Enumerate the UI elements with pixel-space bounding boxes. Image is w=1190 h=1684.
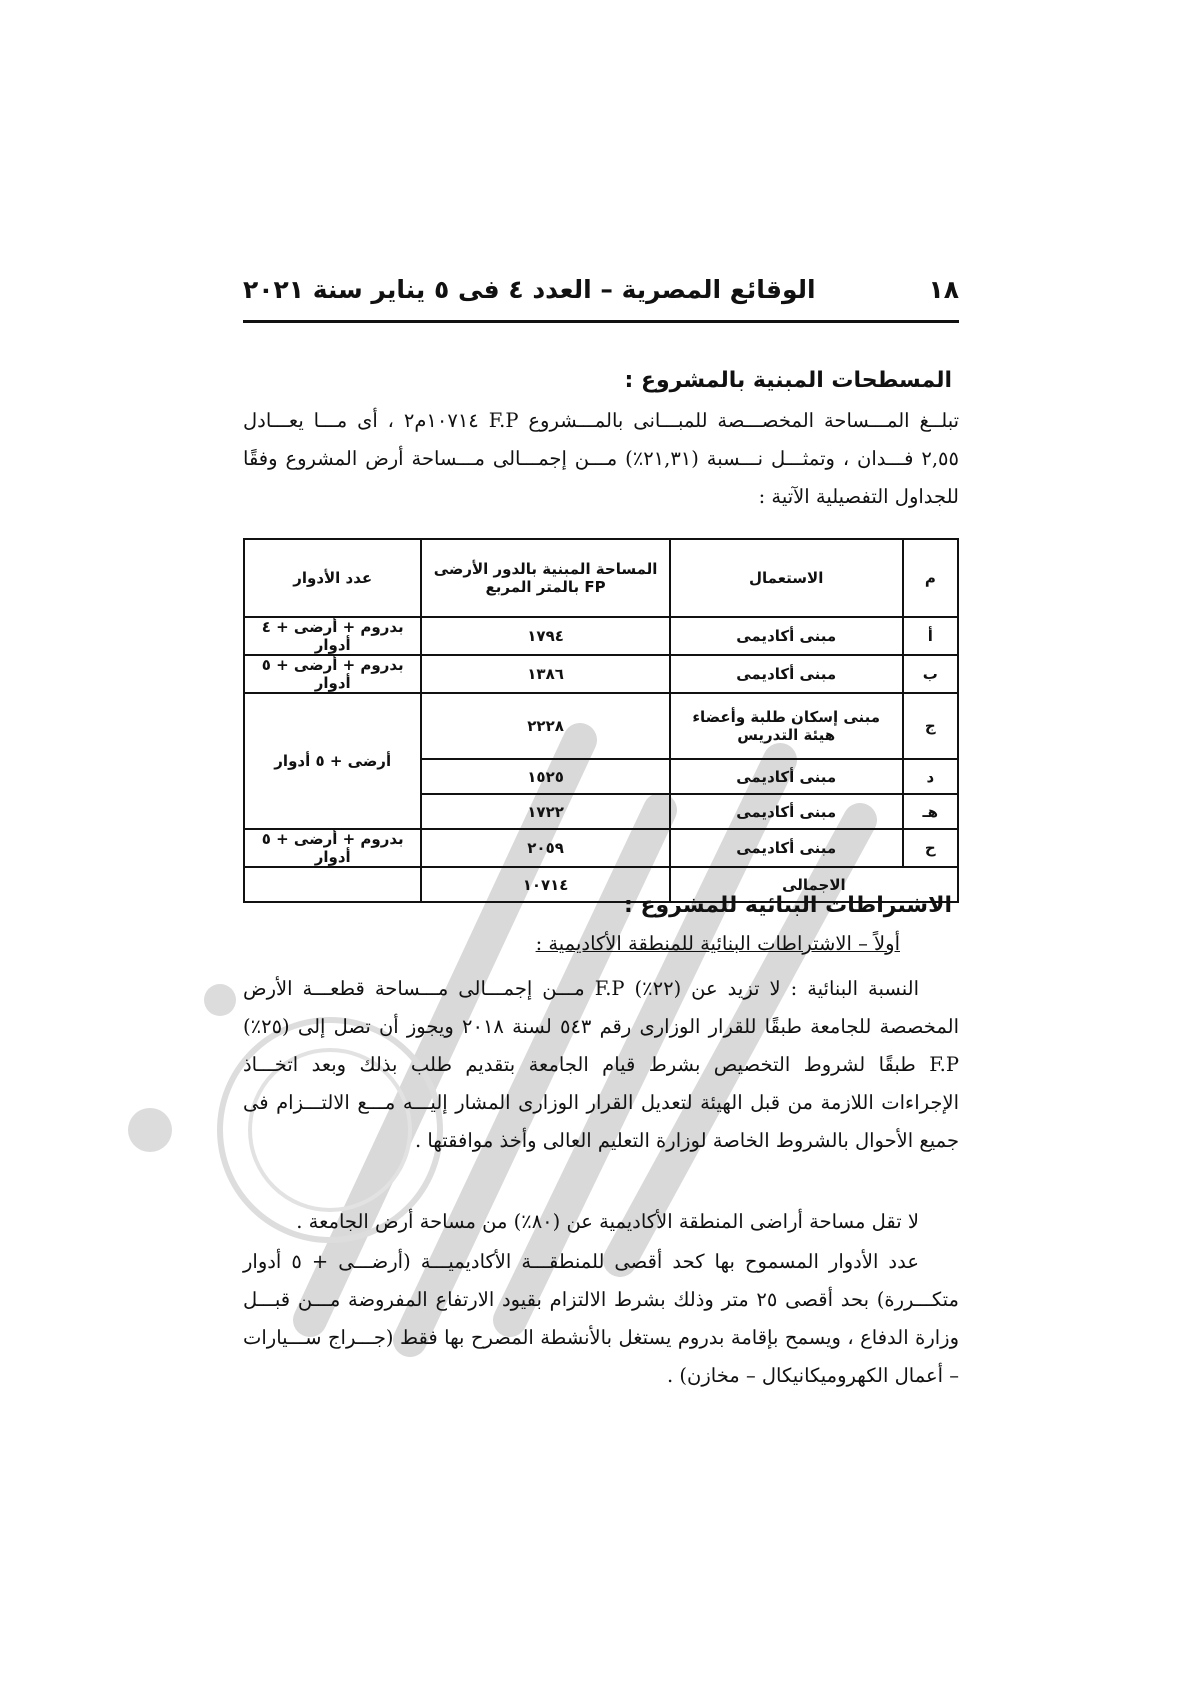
header-floors: عدد الأدوار (244, 539, 421, 617)
row-floors: بدروم + أرضى + ٥ أدوار (244, 655, 421, 693)
row-use: مبنى إسكان طلبة وأعضاء هيئة التدريس (670, 693, 903, 759)
row-index: هـ (903, 794, 958, 829)
academic-area-paragraph: لا تقل مساحة أراضى المنطقة الأكاديمية عن (٨٠٪) من مساحة أرض الجامعة . (296, 1210, 919, 1233)
table-row (244, 693, 958, 759)
page-header (243, 268, 959, 310)
table-row (244, 655, 958, 693)
header-rule (243, 320, 959, 323)
row-area: ١٥٢٥ (421, 759, 669, 794)
row-use: مبنى أكاديمى (670, 617, 903, 655)
header-area: المساحة المبنية بالدور الأرضى FP بالمتر المربع (421, 539, 669, 617)
row-area: ٢٢٢٨ (421, 693, 669, 759)
header-index: م (903, 539, 958, 617)
floors-paragraph: عدد الأدوار المسموح بها كحد أقصى للمنطقـــة الأكاديميـــة (أرضـــى + ٥ أدوار متكـــررة) بحد أقصى ٢٥ متر وذلك بشرط الالتزام بقيود الارتفاع المفروضة مـــن قبـــل وزارة الدفاع ، ويسمح بإقامة بدروم يستغل بالأنشطة المصرح بها فقط (جـــراج ســـيارات – أعمال الكهروميكانيكال – مخازن) . (243, 1250, 959, 1387)
row-index: ح (903, 829, 958, 867)
row-floors: بدروم + أرضى + ٤ أدوار (244, 617, 421, 655)
page-number: ١٨ (928, 274, 959, 304)
table-row (244, 617, 958, 655)
row-index: أ (903, 617, 958, 655)
row-index: د (903, 759, 958, 794)
publication-title: الوقائع المصرية – العدد ٤ فى ٥ يناير سنة ٢٠٢١ (243, 274, 816, 304)
row-area: ١٧٩٤ (421, 617, 669, 655)
row-floors-merged: أرضى + ٥ أدوار (244, 693, 421, 829)
row-area: ١٣٨٦ (421, 655, 669, 693)
row-use: مبنى أكاديمى (670, 655, 903, 693)
row-use: مبنى أكاديمى (670, 759, 903, 794)
total-floors-empty (244, 867, 421, 902)
section-heading-built-areas: المسطحات المبنية بالمشروع : (624, 368, 952, 393)
row-area: ٢٠٥٩ (421, 829, 669, 867)
built-areas-table (243, 538, 959, 903)
row-index: ج (903, 693, 958, 759)
subheading-academic-zone: أولاً – الاشتراطات البنائية للمنطقة الأكاديمية : (535, 932, 900, 955)
row-use: مبنى أكاديمى (670, 794, 903, 829)
row-index: ب (903, 655, 958, 693)
row-floors: بدروم + أرضى + ٥ أدوار (244, 829, 421, 867)
row-use: مبنى أكاديمى (670, 829, 903, 867)
built-areas-paragraph: تبلــغ المـــساحة المخصـــصة للمبـــانى بالمـــشروع F.P ١٠٧١٤م٢ ، أى مـــا يعـــادل ٢,٥٥ فـــدان ، وتمثـــل نـــسبة (٢١,٣١٪) مـــن إجمـــالى مـــساحة أرض المشروع وفقًا للجداول التفصيلية الآتية : (243, 409, 960, 508)
row-area: ١٧٢٢ (421, 794, 669, 829)
building-ratio-paragraph: النسبة البنائية : لا تزيد عن (٢٢٪) F.P مـــن إجمـــالى مـــساحة قطعـــة الأرض المخصصة للجامعة طبقًا للقرار الوزارى رقم ٥٤٣ لسنة ٢٠١٨ ويجوز أن تصل إلى (٢٥٪) F.P طبقًا لشروط التخصيص بشرط قيام الجامعة بتقديم طلب بذلك وبعد اتخـــاذ الإجراءات اللازمة من قبل الهيئة لتعديل القرار الوزارى المشار إليـــه مـــع الالتـــزام فى جميع الأحوال بالشروط الخاصة لوزارة التعليم العالى وأخذ موافقتها . (243, 977, 959, 1152)
total-value: ١٠٧١٤ (421, 867, 669, 902)
section-heading-building-conditions: الاشتراطات البنائية للمشروع : (623, 893, 952, 918)
header-use: الاستعمال (670, 539, 903, 617)
total-label: الاجمالى (670, 867, 958, 902)
table-row (244, 829, 958, 867)
